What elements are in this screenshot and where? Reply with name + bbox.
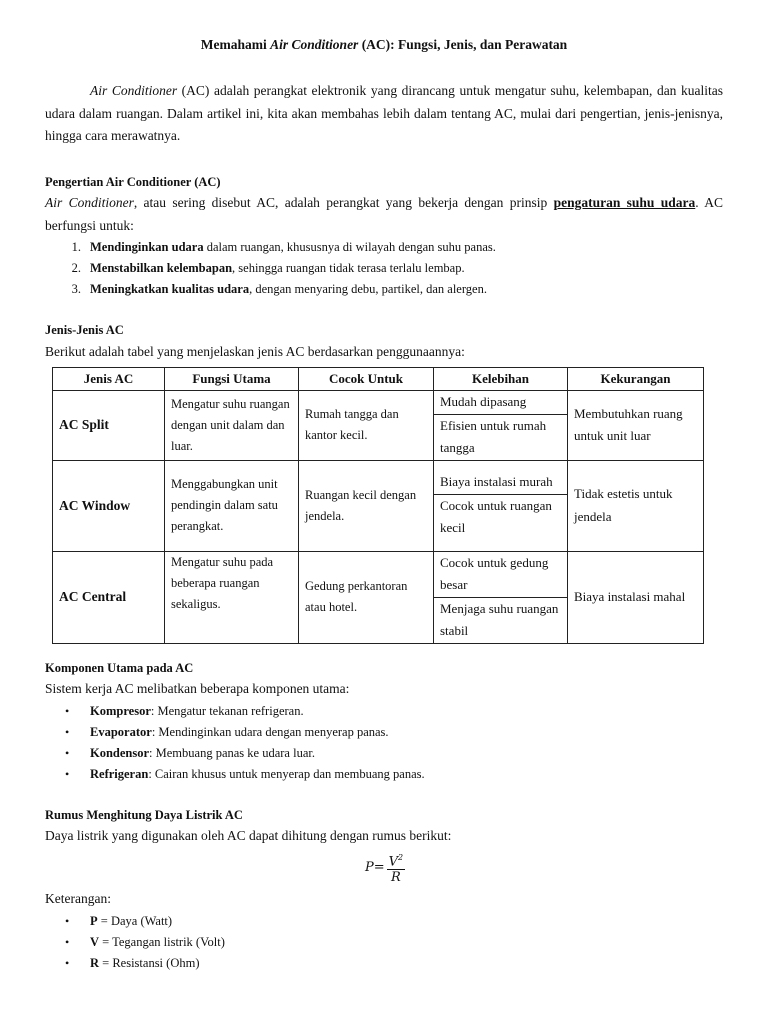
cell-cocok: Rumah tangga dan kantor kecil. <box>299 391 434 461</box>
cell-fungsi: Mengatur suhu pada beberapa ruangan sekaligus. <box>165 551 299 643</box>
table-row <box>53 391 704 461</box>
kelebihan-item: Mudah dipasang <box>440 394 527 409</box>
bullet-icon: • <box>65 746 70 760</box>
komponen-paragraph: Sistem kerja AC melibatkan beberapa komponen utama: <box>45 681 350 696</box>
cell-kekurangan: Membutuhkan ruang untuk unit luar <box>568 391 704 461</box>
komponen-list <box>45 701 425 785</box>
kelebihan-item: Menjaga suhu ruangan stabil <box>434 597 567 643</box>
list-item: • P = Daya (Watt) <box>45 911 225 932</box>
cell-kelebihan <box>434 391 568 461</box>
document-title: Memahami Air Conditioner (AC): Fungsi, Jenis, dan Perawatan <box>200 37 568 52</box>
column-header: Jenis AC <box>53 368 165 391</box>
column-header: Kelebihan <box>434 368 568 391</box>
rumus-paragraph: Daya listrik yang digunakan oleh AC dapat dihitung dengan rumus berikut: <box>45 828 452 843</box>
list-item: • Kondensor: Membuang panas ke udara luar. <box>45 743 425 764</box>
bullet-icon: • <box>65 767 70 781</box>
bullet-icon: • <box>65 704 70 718</box>
intro-paragraph: Air Conditioner (AC) adalah perangkat elektronik yang dirancang untuk mengatur suhu, kelembapan, dan kualitas udara dalam ruangan. Dalam artikel ini, kita akan membahas lebih dalam tentang AC, mulai dari pengertian, jenis-jenisnya, hingga cara merawatnya. <box>45 83 723 143</box>
cell-fungsi: Mengatur suhu ruangan dengan unit dalam dan luar. <box>165 391 299 461</box>
cell-kelebihan <box>434 460 568 551</box>
cell-jenis: AC Split <box>53 391 165 461</box>
bullet-icon: • <box>65 956 70 970</box>
cell-cocok: Ruangan kecil dengan jendela. <box>299 460 434 551</box>
list-item: • Refrigeran: Cairan khusus untuk menyerap dan membuang panas. <box>45 764 425 785</box>
cell-fungsi: Menggabungkan unit pendingin dalam satu perangkat. <box>165 460 299 551</box>
list-item: • Evaporator: Mendinginkan udara dengan menyerap panas. <box>45 722 425 743</box>
section-heading-jenis: Jenis-Jenis AC <box>45 323 124 337</box>
power-formula: P = $\frac{V^2}{R}$ <box>365 850 405 885</box>
table-row <box>53 460 704 551</box>
list-item: 1. Mendinginkan udara dalam ruangan, khususnya di wilayah dengan suhu panas. <box>71 240 496 254</box>
cell-kekurangan: Biaya instalasi mahal <box>568 551 704 643</box>
section-heading-rumus: Rumus Menghitung Daya Listrik AC <box>45 808 243 822</box>
fungsi-list <box>45 237 496 300</box>
kelebihan-item: Cocok untuk ruangan kecil <box>434 494 567 540</box>
list-item: • V = Tegangan listrik (Volt) <box>45 932 225 953</box>
list-item: 3. Meningkatkan kualitas udara, dengan menyaring debu, partikel, dan alergen. <box>71 282 487 296</box>
column-header: Fungsi Utama <box>165 368 299 391</box>
section-heading-pengertian: Pengertian Air Conditioner (AC) <box>45 175 221 189</box>
kelebihan-item: Cocok untuk gedung besar <box>440 554 549 592</box>
cell-kelebihan <box>434 551 568 643</box>
section-heading-komponen: Komponen Utama pada AC <box>45 661 194 675</box>
jenis-ac-table <box>52 367 704 644</box>
cell-cocok: Gedung perkantoran atau hotel. <box>299 551 434 643</box>
keterangan-label: Keterangan: <box>45 891 111 906</box>
table-header-row <box>53 368 704 391</box>
cell-jenis: AC Central <box>53 551 165 643</box>
bullet-icon: • <box>65 914 70 928</box>
list-item: • R = Resistansi (Ohm) <box>45 953 225 974</box>
cell-kekurangan: Tidak estetis untuk jendela <box>568 460 704 551</box>
kelebihan-item: Biaya instalasi murah <box>440 474 553 490</box>
bullet-icon: • <box>65 935 70 949</box>
cell-jenis: AC Window <box>53 460 165 551</box>
keterangan-list <box>45 911 225 974</box>
column-header: Kekurangan <box>568 368 704 391</box>
list-item: 2. Menstabilkan kelembapan, sehingga ruangan tidak terasa terlalu lembap. <box>71 261 465 275</box>
table-row <box>53 551 704 643</box>
pengertian-paragraph: Air Conditioner, atau sering disebut AC, adalah perangkat yang bekerja dengan prinsip pengaturan suhu udara. AC berfungsi untuk: <box>45 195 723 233</box>
jenis-paragraph: Berikut adalah tabel yang menjelaskan jenis AC berdasarkan penggunaannya: <box>45 344 465 359</box>
column-header: Cocok Untuk <box>299 368 434 391</box>
kelebihan-item: Efisien untuk rumah tangga <box>434 414 567 460</box>
bullet-icon: • <box>65 725 70 739</box>
list-item: • Kompresor: Mengatur tekanan refrigeran. <box>45 701 425 722</box>
